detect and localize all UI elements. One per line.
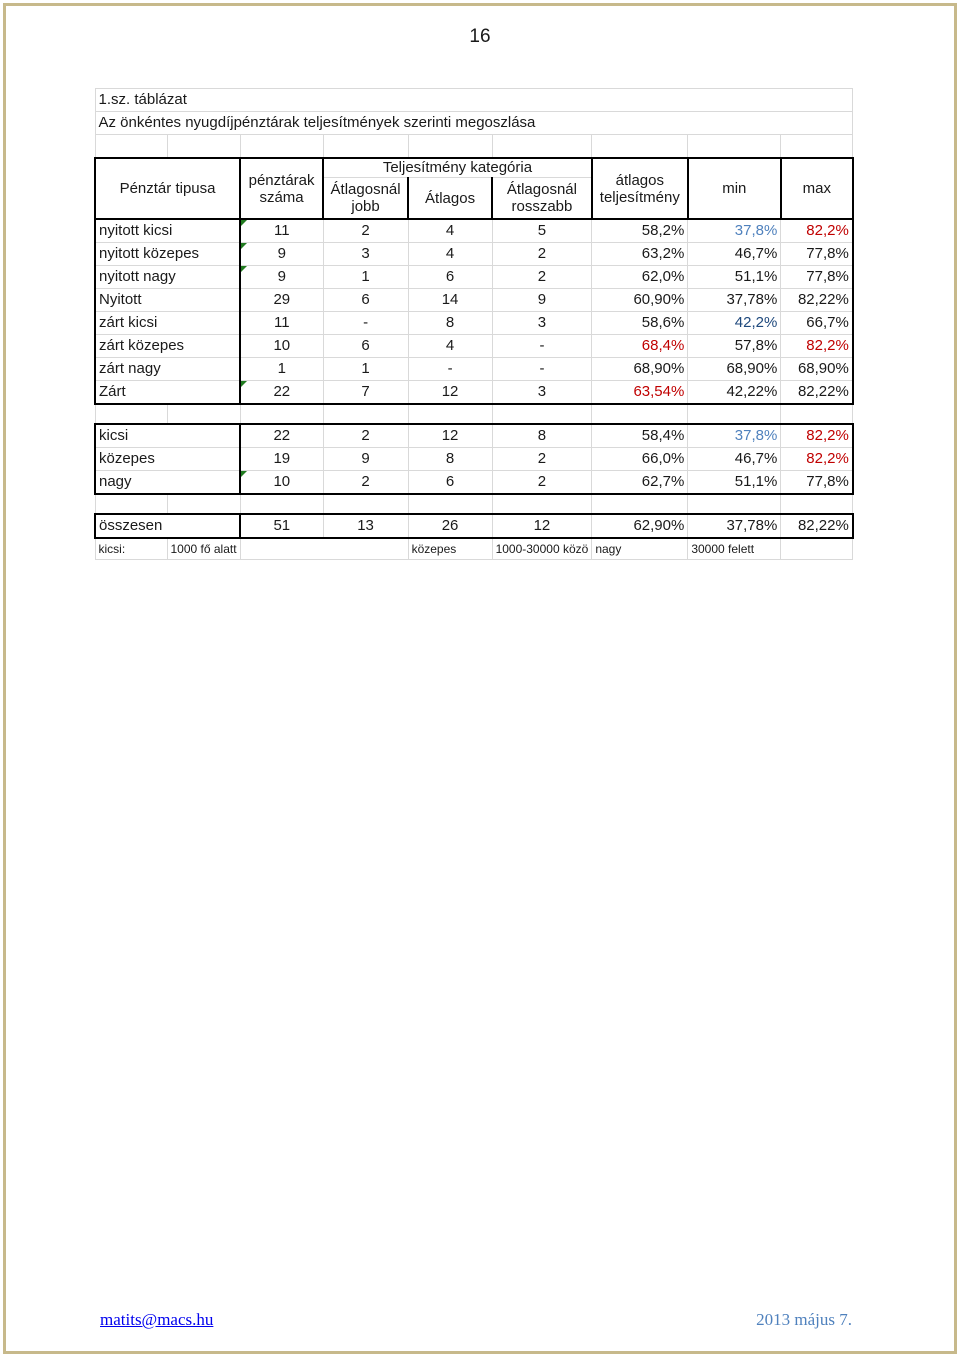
table-row — [95, 266, 853, 289]
row-avg-perf: 63,2% — [592, 243, 688, 266]
row-min: 51,1% — [688, 471, 781, 495]
blank-row — [95, 404, 853, 424]
row-avg-perf: 62,90% — [592, 514, 688, 538]
row-count: 9 — [240, 266, 323, 289]
row-average: 12 — [408, 381, 492, 405]
row-average: 6 — [408, 266, 492, 289]
table-row — [95, 514, 853, 538]
row-worse: 2 — [492, 471, 592, 495]
legend-blank — [781, 538, 853, 560]
legend-large-value: 30000 felett — [688, 538, 781, 560]
header-type: Pénztár tipusa — [95, 158, 240, 219]
row-min: 51,1% — [688, 266, 781, 289]
row-avg-perf: 58,4% — [592, 424, 688, 448]
row-max: 68,90% — [781, 358, 853, 381]
row-min: 42,2% — [688, 312, 781, 335]
row-name: nyitott nagy — [95, 266, 240, 289]
row-name: összesen — [95, 514, 240, 538]
row-better: 2 — [323, 471, 408, 495]
header-worse: Átlagosnál rosszabb — [492, 178, 592, 220]
table-title: Az önkéntes nyugdíjpénztárak teljesítmények szerinti megoszlása — [95, 112, 853, 135]
table-number: 1.sz. táblázat — [95, 89, 853, 112]
row-name: zárt nagy — [95, 358, 240, 381]
row-count: 11 — [240, 312, 323, 335]
row-worse: 12 — [492, 514, 592, 538]
row-name: zárt közepes — [95, 335, 240, 358]
table-row — [95, 381, 853, 405]
row-min: 42,22% — [688, 381, 781, 405]
row-max: 82,2% — [781, 335, 853, 358]
legend-row — [95, 538, 853, 560]
row-max: 77,8% — [781, 471, 853, 495]
row-count: 1 — [240, 358, 323, 381]
row-max: 82,2% — [781, 424, 853, 448]
blank-row — [95, 494, 853, 514]
row-average: 14 — [408, 289, 492, 312]
table-row — [95, 289, 853, 312]
row-worse: 2 — [492, 266, 592, 289]
row-max: 77,8% — [781, 243, 853, 266]
row-max: 66,7% — [781, 312, 853, 335]
row-better: 6 — [323, 335, 408, 358]
row-avg-perf: 68,4% — [592, 335, 688, 358]
row-worse: 8 — [492, 424, 592, 448]
header-max: max — [781, 158, 853, 219]
row-average: 8 — [408, 312, 492, 335]
row-avg-perf: 63,54% — [592, 381, 688, 405]
row-worse: 5 — [492, 219, 592, 243]
row-count: 51 — [240, 514, 323, 538]
row-better: 3 — [323, 243, 408, 266]
legend-medium-value: 1000-30000 közö — [492, 538, 592, 560]
row-min: 37,78% — [688, 514, 781, 538]
row-better: 13 — [323, 514, 408, 538]
header-count: pénztárak száma — [240, 158, 323, 219]
footer-email-link[interactable]: matits@macs.hu — [100, 1310, 214, 1329]
footer-date: 2013 május 7. — [756, 1310, 852, 1329]
row-better: 7 — [323, 381, 408, 405]
row-avg-perf: 62,0% — [592, 266, 688, 289]
row-min: 37,8% — [688, 424, 781, 448]
row-max: 77,8% — [781, 266, 853, 289]
legend-blank — [240, 538, 408, 560]
row-name: nyitott kicsi — [95, 219, 240, 243]
page-number: 16 — [469, 26, 491, 47]
row-min: 46,7% — [688, 448, 781, 471]
row-name: közepes — [95, 448, 240, 471]
legend-medium-label: közepes — [408, 538, 492, 560]
row-better: 1 — [323, 266, 408, 289]
row-count: 10 — [240, 335, 323, 358]
header-avg-perf: átlagos teljesítmény — [592, 158, 688, 219]
row-better: 2 — [323, 424, 408, 448]
row-avg-perf: 60,90% — [592, 289, 688, 312]
row-min: 37,78% — [688, 289, 781, 312]
row-count: 22 — [240, 424, 323, 448]
table-row — [95, 335, 853, 358]
row-min: 57,8% — [688, 335, 781, 358]
row-average: 12 — [408, 424, 492, 448]
table-row — [95, 312, 853, 335]
legend-small-label: kicsi: — [95, 538, 167, 560]
row-average: 6 — [408, 471, 492, 495]
row-worse: - — [492, 358, 592, 381]
row-count: 22 — [240, 381, 323, 405]
row-avg-perf: 62,7% — [592, 471, 688, 495]
table-row — [95, 424, 853, 448]
performance-table — [94, 88, 854, 560]
row-count: 19 — [240, 448, 323, 471]
header-average: Átlagos — [408, 178, 492, 220]
row-average: 4 — [408, 243, 492, 266]
row-name: Nyitott — [95, 289, 240, 312]
row-min: 68,90% — [688, 358, 781, 381]
row-better: 9 — [323, 448, 408, 471]
row-min: 46,7% — [688, 243, 781, 266]
row-max: 82,22% — [781, 289, 853, 312]
row-worse: 3 — [492, 312, 592, 335]
table-row — [95, 358, 853, 381]
row-name: nagy — [95, 471, 240, 495]
row-worse: 2 — [492, 448, 592, 471]
table-row — [95, 243, 853, 266]
table-row — [95, 219, 853, 243]
row-avg-perf: 68,90% — [592, 358, 688, 381]
row-name: kicsi — [95, 424, 240, 448]
row-worse: 2 — [492, 243, 592, 266]
row-better: 2 — [323, 219, 408, 243]
row-average: 4 — [408, 335, 492, 358]
row-better: - — [323, 312, 408, 335]
row-average: 4 — [408, 219, 492, 243]
row-count: 9 — [240, 243, 323, 266]
row-average: 26 — [408, 514, 492, 538]
row-max: 82,2% — [781, 448, 853, 471]
legend-small-value: 1000 fő alatt — [167, 538, 240, 560]
row-average: - — [408, 358, 492, 381]
row-name: Zárt — [95, 381, 240, 405]
row-name: nyitott közepes — [95, 243, 240, 266]
row-average: 8 — [408, 448, 492, 471]
row-min: 37,8% — [688, 219, 781, 243]
row-better: 6 — [323, 289, 408, 312]
row-better: 1 — [323, 358, 408, 381]
row-worse: 9 — [492, 289, 592, 312]
row-avg-perf: 58,6% — [592, 312, 688, 335]
row-name: zárt kicsi — [95, 312, 240, 335]
table-row — [95, 448, 853, 471]
row-avg-perf: 58,2% — [592, 219, 688, 243]
row-avg-perf: 66,0% — [592, 448, 688, 471]
header-category: Teljesítmény kategória — [323, 158, 592, 178]
row-count: 11 — [240, 219, 323, 243]
legend-large-label: nagy — [592, 538, 688, 560]
row-worse: - — [492, 335, 592, 358]
row-count: 10 — [240, 471, 323, 495]
row-max: 82,22% — [781, 514, 853, 538]
row-worse: 3 — [492, 381, 592, 405]
table-row — [95, 471, 853, 495]
row-count: 29 — [240, 289, 323, 312]
row-max: 82,22% — [781, 381, 853, 405]
header-min: min — [688, 158, 781, 219]
header-better: Átlagosnál jobb — [323, 178, 408, 220]
row-max: 82,2% — [781, 219, 853, 243]
